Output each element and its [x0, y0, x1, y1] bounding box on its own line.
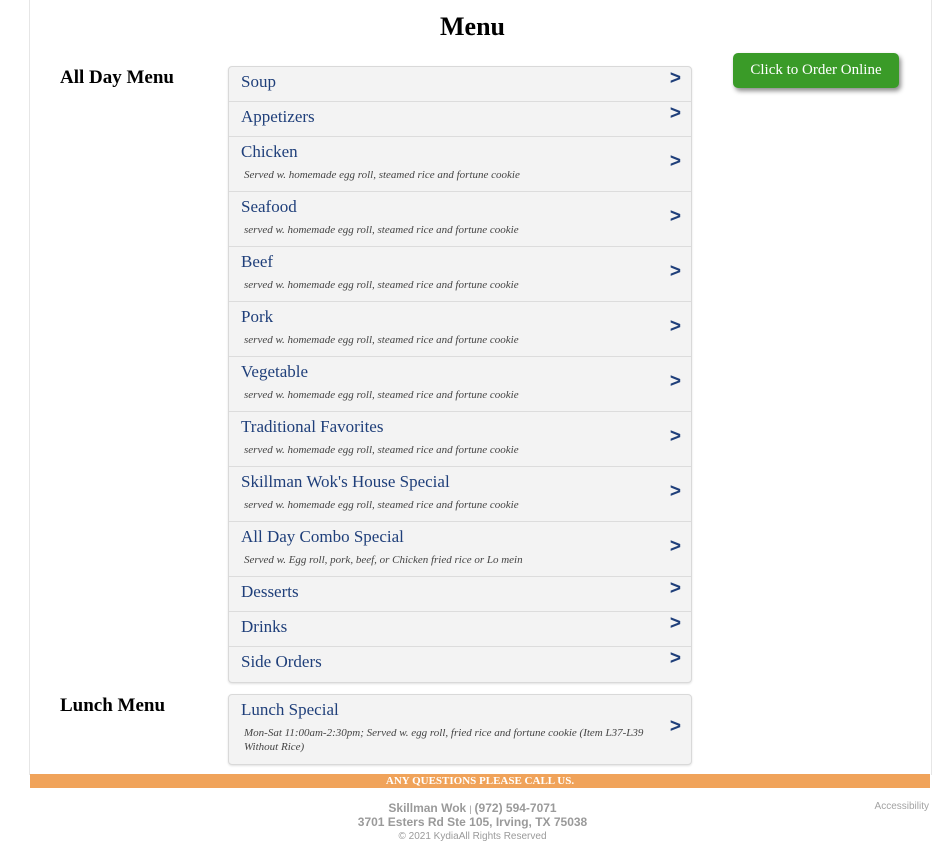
menu-category-row[interactable]: [229, 67, 691, 102]
rights-text: All Rights Reserved: [458, 831, 547, 842]
menu-category-row[interactable]: [229, 522, 691, 577]
chevron-right-icon[interactable]: >: [669, 715, 681, 737]
category-name: Vegetable: [241, 362, 309, 381]
order-online-button[interactable]: Click to Order Online: [733, 53, 899, 88]
kydia-link[interactable]: Kydia: [433, 831, 459, 842]
menu-category-row[interactable]: [229, 247, 691, 302]
category-description: Served w. homemade egg roll, steamed rice and fortune cookie: [244, 169, 520, 181]
category-name: Traditional Favorites: [241, 417, 384, 436]
footer-address: 3701 Esters Rd Ste 105, Irving, TX 75038: [357, 815, 588, 829]
menu-category-row[interactable]: [229, 302, 691, 357]
menu-category-row[interactable]: [229, 612, 691, 647]
menu-category-row[interactable]: [229, 467, 691, 522]
page-title: Menu: [440, 12, 505, 41]
menu-category-row[interactable]: [229, 577, 691, 612]
category-name: Drinks: [241, 617, 288, 636]
menu-category-row[interactable]: [229, 695, 691, 764]
chevron-right-icon[interactable]: >: [669, 535, 681, 557]
category-name: Lunch Special: [241, 700, 339, 719]
menu-category-row[interactable]: [229, 647, 691, 682]
chevron-right-icon[interactable]: >: [669, 613, 681, 634]
chevron-right-icon[interactable]: >: [669, 578, 681, 599]
chevron-right-icon[interactable]: >: [669, 315, 681, 337]
chevron-right-icon[interactable]: >: [669, 205, 681, 227]
chevron-right-icon[interactable]: >: [669, 260, 681, 282]
menu-category-row[interactable]: [229, 102, 691, 137]
category-name: Soup: [241, 72, 276, 91]
footer-copyright: [0, 831, 945, 842]
category-description: served w. homemade egg roll, steamed rice and fortune cookie: [244, 224, 519, 236]
category-name: Pork: [241, 307, 274, 326]
category-name: Appetizers: [241, 107, 315, 126]
chevron-right-icon[interactable]: >: [669, 68, 681, 89]
accessibility-link[interactable]: Accessibility: [874, 801, 929, 812]
lunch-menu-title: Lunch Menu: [60, 695, 166, 716]
menu-category-row[interactable]: [229, 192, 691, 247]
menu-category-row[interactable]: [229, 412, 691, 467]
category-description: served w. homemade egg roll, steamed rice and fortune cookie: [244, 444, 519, 456]
chevron-right-icon[interactable]: >: [669, 648, 681, 669]
category-name: Side Orders: [241, 652, 322, 671]
chevron-right-icon[interactable]: >: [669, 103, 681, 124]
all-day-menu-title: All Day Menu: [60, 67, 174, 88]
category-description: served w. homemade egg roll, steamed rice and fortune cookie: [244, 389, 519, 401]
category-name: Chicken: [241, 142, 298, 161]
category-description: served w. homemade egg roll, steamed rice and fortune cookie: [244, 279, 519, 291]
category-description: served w. homemade egg roll, steamed rice and fortune cookie: [244, 334, 519, 346]
category-name: Skillman Wok's House Special: [241, 472, 450, 491]
category-description: Served w. Egg roll, pork, beef, or Chicken fried rice or Lo mein: [244, 554, 523, 566]
menu-category-row[interactable]: [229, 357, 691, 412]
footer-separator: |: [469, 804, 472, 814]
chevron-right-icon[interactable]: >: [669, 425, 681, 447]
menu-category-row[interactable]: [229, 137, 691, 192]
category-name: Seafood: [241, 197, 297, 216]
category-name: Beef: [241, 252, 274, 271]
restaurant-name: Skillman Wok: [388, 801, 467, 815]
footer-contact: [0, 801, 945, 815]
chevron-right-icon[interactable]: >: [669, 150, 681, 172]
questions-notice-bar: ANY QUESTIONS PLEASE CALL US.: [30, 774, 930, 788]
category-name: Desserts: [241, 582, 299, 601]
all-day-menu-list: [228, 66, 692, 683]
category-description: served w. homemade egg roll, steamed rice and fortune cookie: [244, 499, 519, 511]
chevron-right-icon[interactable]: >: [669, 480, 681, 502]
category-description: Mon-Sat 11:00am-2:30pm; Served w. egg roll, fried rice and fortune cookie (Item L37-L39 Without Rice): [244, 727, 644, 753]
copyright-text: © 2021: [398, 831, 431, 842]
lunch-menu-list: [228, 694, 692, 765]
phone-link[interactable]: (972) 594-7071: [474, 801, 557, 815]
category-name: All Day Combo Special: [241, 527, 404, 546]
chevron-right-icon[interactable]: >: [669, 370, 681, 392]
